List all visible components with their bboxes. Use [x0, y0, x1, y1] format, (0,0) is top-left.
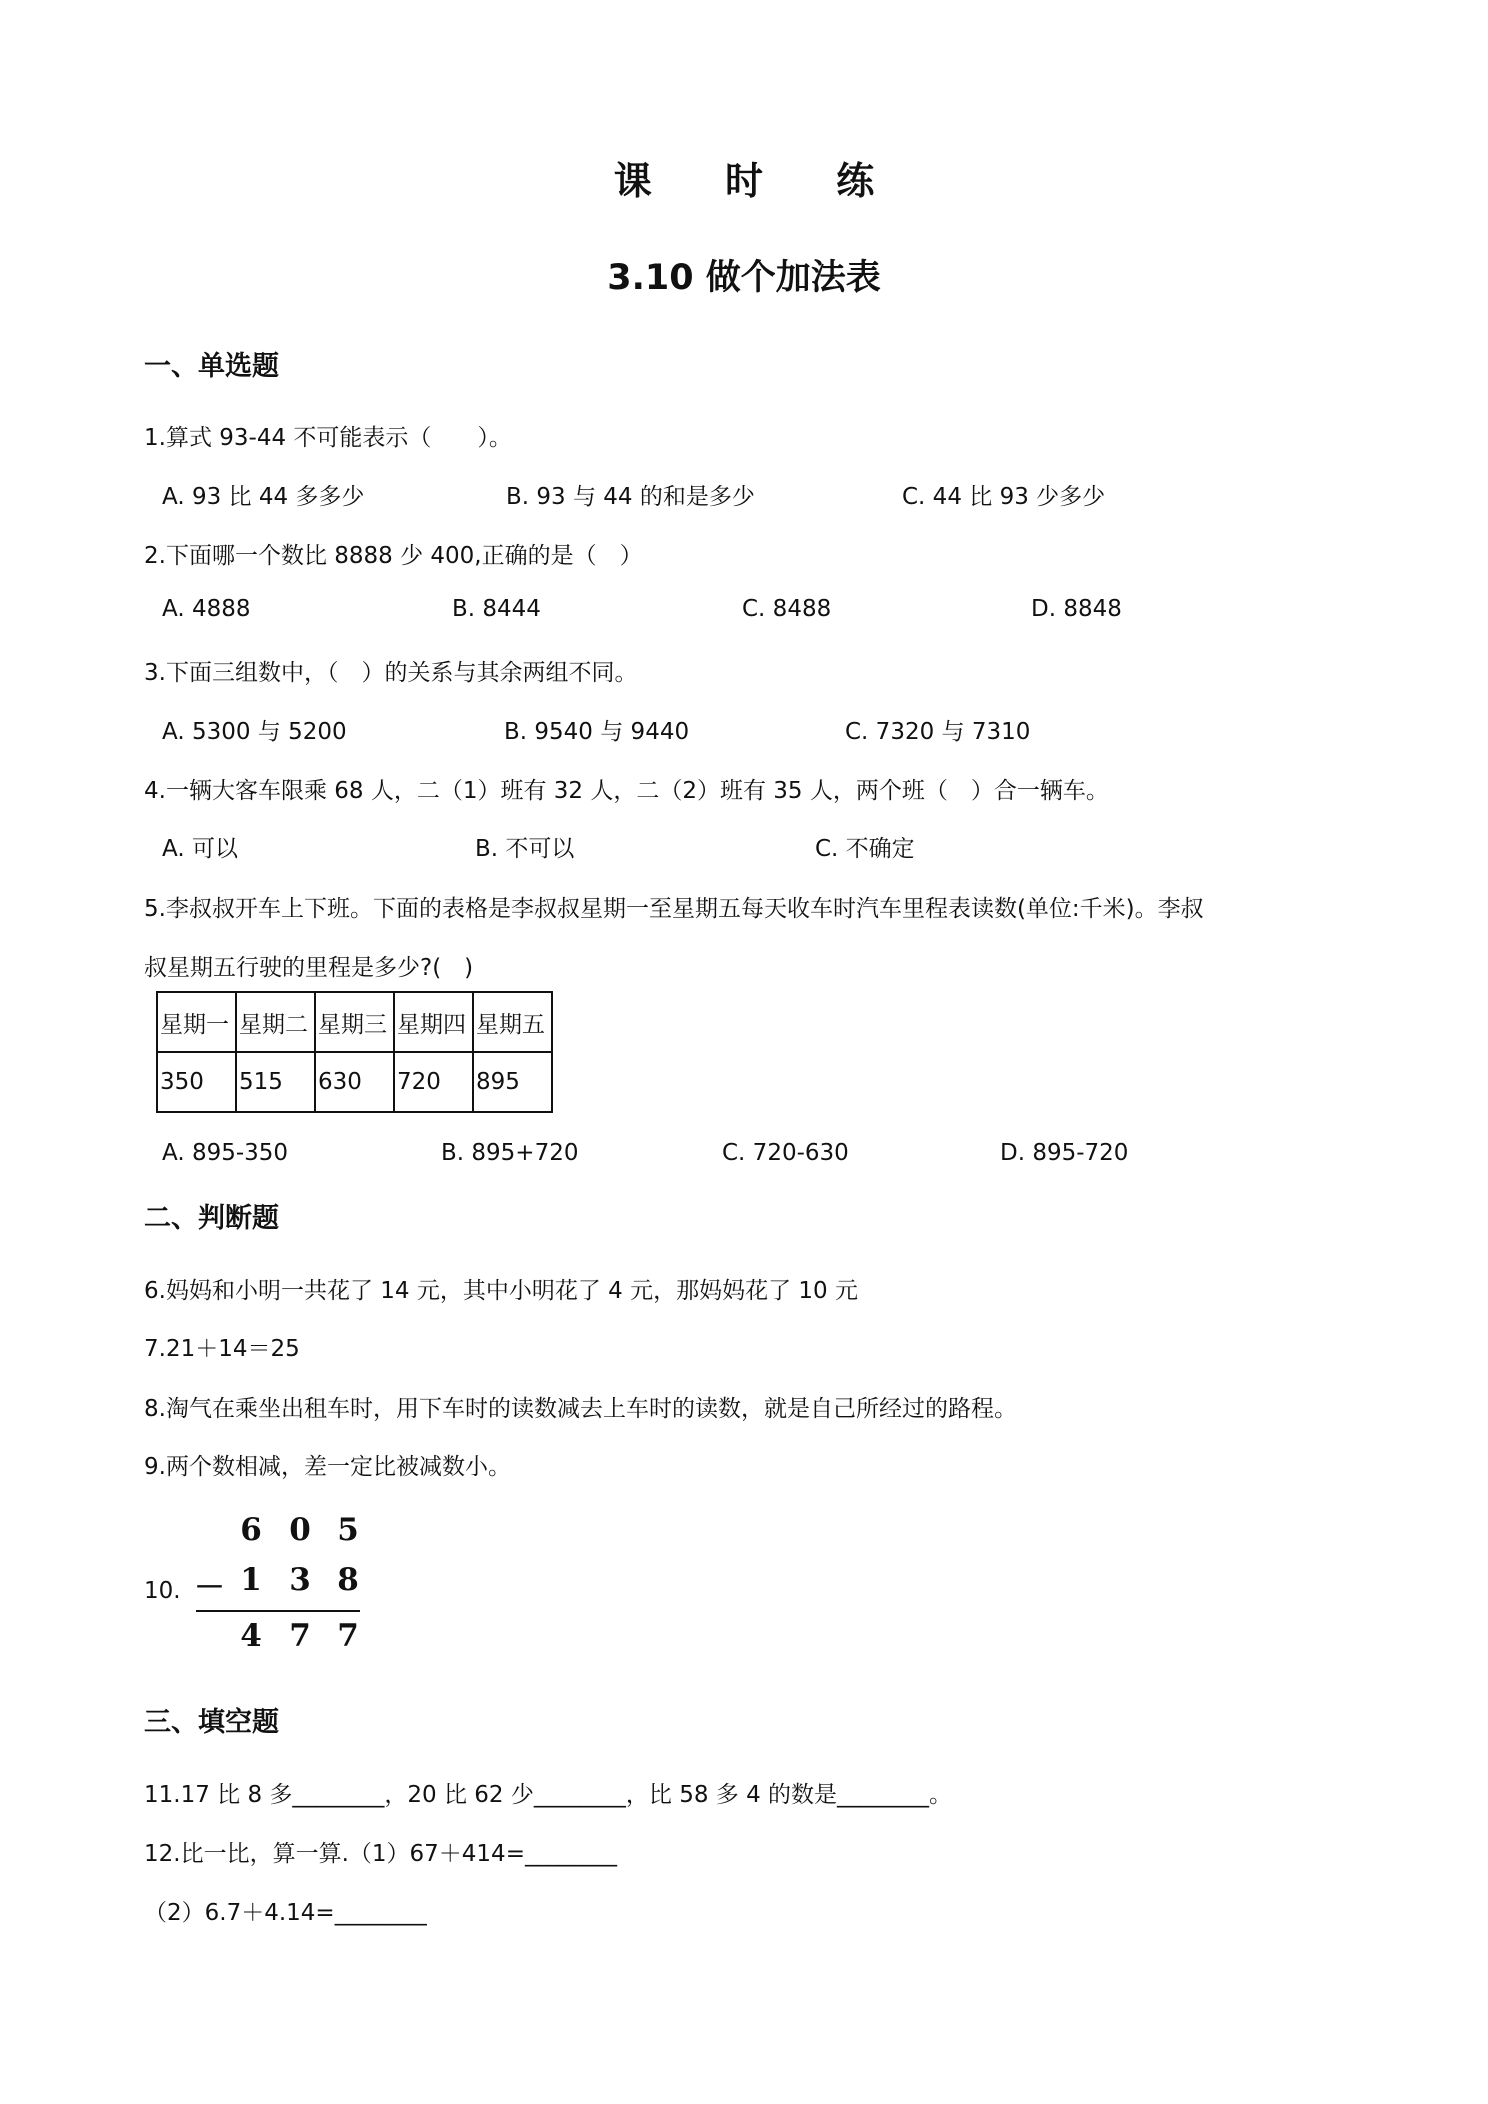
section-heading-fill-blank: 三、填空题: [144, 1707, 279, 1738]
table-header-cell: 星期一: [157, 992, 236, 1052]
question-5-option-c: C. 720-630: [722, 1140, 849, 1166]
question-7-text: 7.21＋14＝25: [144, 1336, 300, 1362]
digit: 5: [337, 1512, 359, 1548]
table-cell: 630: [315, 1052, 394, 1112]
question-10-label: 10.: [144, 1578, 181, 1604]
subtrahend-row: [196, 1562, 366, 1612]
page-title: 课 时 练: [613, 159, 905, 203]
question-2-option-a: A. 4888: [162, 596, 251, 622]
table-header-cell: 星期五: [473, 992, 552, 1052]
table-cell: 720: [394, 1052, 473, 1112]
digit: 0: [289, 1512, 311, 1548]
section-heading-true-false: 二、判断题: [144, 1203, 279, 1234]
table-row: [157, 1052, 552, 1112]
vertical-subtraction: [196, 1512, 366, 1662]
minus-sign: －: [194, 1570, 225, 1606]
question-3-option-c: C. 7320 与 7310: [845, 719, 1031, 745]
question-8-text: 8.淘气在乘坐出租车时，用下车时的读数减去上车时的读数，就是自己所经过的路程。: [144, 1396, 1017, 1422]
question-3-option-b: B. 9540 与 9440: [504, 719, 690, 745]
digit: 7: [289, 1618, 311, 1654]
question-1-option-a: A. 93 比 44 多多少: [162, 484, 365, 510]
table-header-cell: 星期四: [394, 992, 473, 1052]
digit: 4: [240, 1618, 262, 1654]
question-5-text-line1: 5.李叔叔开车上下班。下面的表格是李叔叔星期一至星期五每天收车时汽车里程表读数(单位:千米)。李叔: [144, 896, 1204, 922]
difference-row: [196, 1618, 366, 1668]
page-subtitle: 3.10 做个加法表: [607, 258, 881, 298]
table-cell: 350: [157, 1052, 236, 1112]
question-11-text: 11.17 比 8 多________，20 比 62 少________，比 58 多 4 的数是________。: [144, 1782, 953, 1808]
digit: 6: [240, 1512, 262, 1548]
question-4-option-c: C. 不确定: [815, 836, 915, 862]
question-2-option-c: C. 8488: [742, 596, 832, 622]
question-4-text: 4.一辆大客车限乘 68 人，二（1）班有 32 人，二（2）班有 35 人，两个班（ ）合一辆车。: [144, 778, 1109, 804]
sum-line: [196, 1610, 360, 1612]
digit: 3: [289, 1562, 311, 1598]
question-4-option-b: B. 不可以: [475, 836, 575, 862]
question-1-option-c: C. 44 比 93 少多少: [902, 484, 1106, 510]
question-6-text: 6.妈妈和小明一共花了 14 元，其中小明花了 4 元，那妈妈花了 10 元: [144, 1278, 858, 1304]
question-2-option-b: B. 8444: [452, 596, 541, 622]
odometer-table: [156, 991, 553, 1113]
question-1-option-b: B. 93 与 44 的和是多少: [506, 484, 755, 510]
question-3-option-a: A. 5300 与 5200: [162, 719, 347, 745]
question-5-option-a: A. 895-350: [162, 1140, 289, 1166]
table-cell: 515: [236, 1052, 315, 1112]
question-5-option-d: D. 895-720: [1000, 1140, 1129, 1166]
question-5-option-b: B. 895+720: [441, 1140, 579, 1166]
question-2-option-d: D. 8848: [1031, 596, 1122, 622]
question-2-text: 2.下面哪一个数比 8888 少 400,正确的是（ ）: [144, 543, 643, 569]
table-header-row: [157, 992, 552, 1052]
table-header-cell: 星期三: [315, 992, 394, 1052]
question-5-text-line2: 叔星期五行驶的里程是多少?( ): [144, 955, 474, 981]
digit: 8: [337, 1562, 359, 1598]
question-4-option-a: A. 可以: [162, 836, 238, 862]
section-heading-single-choice: 一、单选题: [144, 351, 279, 382]
question-1-text: 1.算式 93-44 不可能表示（ ）。: [144, 425, 512, 451]
digit: 1: [240, 1562, 262, 1598]
question-3-text: 3.下面三组数中，（ ）的关系与其余两组不同。: [144, 660, 638, 686]
question-12-text-line1: 12.比一比，算一算.（1）67＋414=________: [144, 1841, 617, 1867]
question-9-text: 9.两个数相减，差一定比被减数小。: [144, 1454, 511, 1480]
digit: 7: [337, 1618, 359, 1654]
minuend-row: [196, 1512, 366, 1562]
question-12-text-line2: （2）6.7＋4.14=________: [144, 1900, 427, 1926]
table-header-cell: 星期二: [236, 992, 315, 1052]
table-cell: 895: [473, 1052, 552, 1112]
